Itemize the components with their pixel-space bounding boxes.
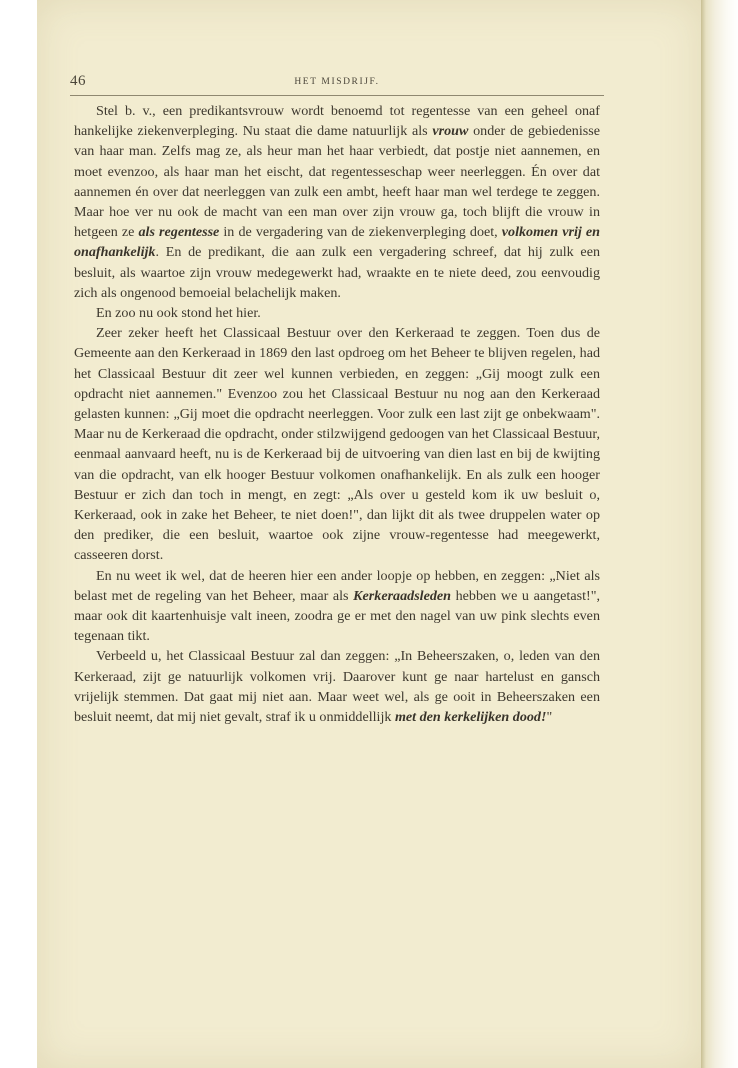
text-segment: hebben we u aangetast!", maar ook dit kaartenhuisje valt ineen, zoodra ge er met den nagel van uw pink slechts even tegenaan tikt. (74, 587, 600, 645)
text-segment: Zeer zeker heeft het Classicaal Bestuur over den Kerkeraad te zeggen. Toen dus de Gemeente aan den Kerkeraad in 1869 den last opdroeg om het Beheer te blijven regelen, had het Classicaal Bestuur dit zeer wel kunnen verbieden, en zeggen: „Gij moogt zulk een opdracht niet aannemen." Evenzoo zou het Classicaal Bestuur nu nog aan den Kerkeraad gelasten kunnen: „Gij moet die opdracht neerleggen. Voor zulk een last zijt ge onbekwaam". Maar nu de Kerkeraad die opdracht, onder stilzwijgend gedoogen van het Classicaal Bestuur, eenmaal aanvaard heeft, nu is de Kerkeraad bij de uitvoering van dien last en bij de kwijting van die opdracht, van elk hooger Bestuur volkomen onafhankelijk. En als zulk een hooger Bestuur er zich dan toch in mengt, en zegt: „Als over u gesteld kom ik uw besluit o, Kerkeraad, ook in zake het Beheer, te niet doen!", dan lijkt dit als twee druppelen water op den prediker, die een besluit, waartoe ook zijne vrouw-regentesse had meegewerkt, casseeren dorst. (74, 325, 600, 564)
paragraph (74, 566, 600, 647)
emphasized-text: volkomen vrij en onafhankelijk (74, 224, 600, 261)
text-segment: " (546, 709, 553, 726)
text-segment: En zoo nu ook stond het hier. (96, 305, 261, 322)
paragraph (74, 646, 600, 727)
page-header (70, 73, 604, 95)
text-segment: . En de predikant, die aan zulk een vergadering schreef, dat hij zulk een besluit, als waartoe zijn vrouw medegewerkt had, wraakte en te niete deed, zou eenvoudig zich als ongenood bemoeial belachelijk maken. (74, 244, 600, 301)
text-segment: Verbeeld u, het Classicaal Bestuur zal dan zeggen: „In Beheerszaken, o, leden van den Kerkeraad, zijt ge natuurlijk volkomen vrij. Daarover kunt ge naar hartelust en gansch vrijelijk stemmen. Dat gaat mij niet aan. Maar weet wel, als ge ooit in Beheerszaken een besluit neemt, dat mij niet gevalt, straf ik u onmiddellijk (74, 648, 600, 726)
page-number: 46 (70, 73, 86, 89)
paragraph (74, 323, 600, 565)
body-text (74, 101, 600, 727)
left-margin (0, 0, 37, 1068)
emphasized-text: met den kerkelijken dood! (394, 709, 547, 726)
text-segment: onder de gebiedenisse van haar man. Zelfs mag ze, als heur man het haar verbiedt, dat postje niet aannemen, en moet evenzoo, als haar man het eischt, dat regentesseschap weer neerleggen. Én over dat aannemen én over dat neerleggen van zulk een ambt, heeft haar man wel terdege te zeggen. Maar hoe ver nu ook de macht van een man over zijn vrouw ga, toch blijft die vrouw in hetgeen ze (74, 123, 600, 241)
emphasized-text: vrouw (432, 123, 469, 140)
running-title: HET MISDRIJF. (294, 77, 380, 87)
text-segment: Stel b. v., een predikantsvrouw wordt benoemd tot regentesse van een geheel onaf hankelijke ziekenverpleging. Nu staat die dame natuurlijk als (74, 103, 600, 140)
paragraph (74, 101, 600, 303)
header-rule (70, 95, 604, 96)
emphasized-text: Kerkeraadsleden (353, 587, 451, 604)
text-segment: in de vergadering van de ziekenverpleging doet, (219, 224, 502, 241)
emphasized-text: als regentesse (138, 224, 220, 241)
text-segment: En nu weet ik wel, dat de heeren hier een ander loopje op hebben, en zeggen: „Niet als belast met de regeling van het Beheer, maar als (74, 567, 600, 604)
paragraph (74, 303, 600, 323)
right-margin (701, 0, 738, 1068)
